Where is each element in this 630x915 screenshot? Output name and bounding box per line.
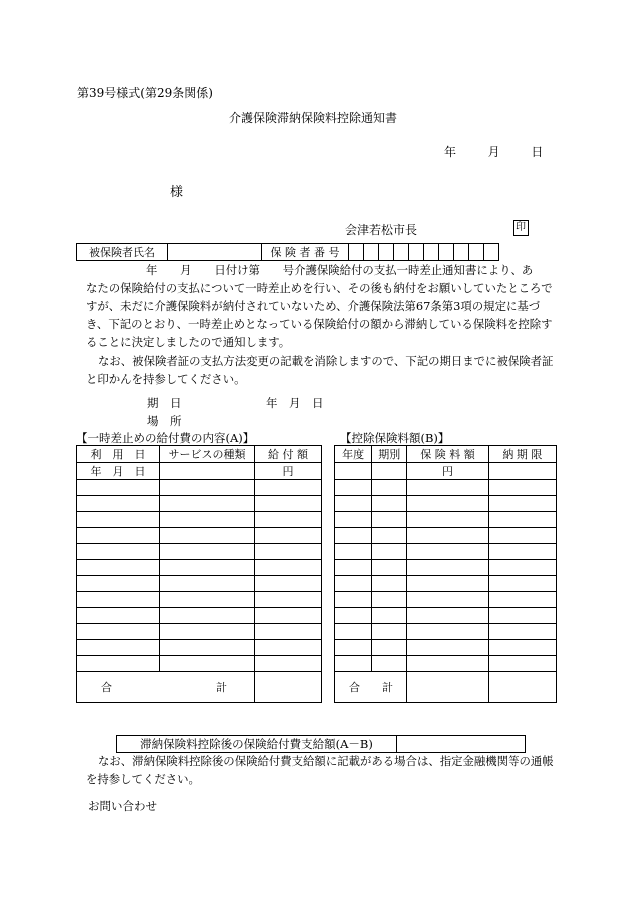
notice-paragraph-1-line-1: 年 月 日付け第 号介護保険給付の支払一時差止通知書により、あ — [146, 263, 534, 277]
table-cell[interactable] — [335, 608, 372, 624]
amount-unit: 円 — [407, 463, 488, 480]
table-cell[interactable] — [160, 608, 255, 624]
table-row — [335, 576, 557, 592]
suspended-benefit-table — [76, 445, 322, 703]
total-label-part-2: 計 — [382, 681, 393, 694]
table-row — [335, 640, 557, 656]
table-cell[interactable] — [488, 608, 556, 624]
notice-paragraph-1 — [86, 261, 554, 351]
table-cell[interactable] — [255, 560, 322, 576]
table-row — [335, 512, 557, 528]
table-cell[interactable] — [335, 463, 372, 480]
table-cell[interactable] — [160, 560, 255, 576]
table-cell[interactable] — [255, 544, 322, 560]
table-cell[interactable] — [77, 480, 160, 496]
table-cell[interactable] — [77, 512, 160, 528]
table-cell[interactable] — [160, 463, 255, 480]
table-row — [335, 496, 557, 512]
table-cell[interactable] — [255, 528, 322, 544]
table-b-total-row — [335, 672, 557, 703]
table-cell[interactable] — [488, 463, 556, 480]
table-cell[interactable] — [372, 608, 407, 624]
table-row — [77, 640, 322, 656]
table-cell[interactable] — [335, 544, 372, 560]
table-row — [335, 656, 557, 672]
table-cell[interactable] — [255, 656, 322, 672]
table-cell[interactable] — [160, 528, 255, 544]
table-cell[interactable] — [372, 512, 407, 528]
insured-number-digit[interactable] — [349, 244, 364, 261]
insured-number-digit[interactable] — [439, 244, 454, 261]
table-b-total-amount[interactable] — [407, 672, 488, 703]
insured-name-field[interactable] — [168, 244, 262, 261]
table-b-total-label — [335, 672, 407, 703]
table-row — [77, 592, 322, 608]
net-payment-label: 滞納保険料控除後の保険給付費支給額(A－B) — [117, 736, 397, 753]
table-cell[interactable] — [255, 576, 322, 592]
insured-number-digit[interactable] — [484, 244, 499, 261]
amount-unit: 円 — [255, 463, 322, 480]
table-a-total-row — [77, 672, 322, 703]
table-cell[interactable] — [407, 592, 488, 608]
table-cell[interactable] — [160, 544, 255, 560]
table-cell[interactable] — [255, 624, 322, 640]
table-cell[interactable] — [372, 576, 407, 592]
col-fiscal-year: 年度 — [335, 446, 372, 463]
insured-number-digit[interactable] — [469, 244, 484, 261]
table-a-total-amount[interactable] — [255, 672, 322, 703]
table-cell[interactable] — [77, 624, 160, 640]
table-row — [77, 512, 322, 528]
table-cell[interactable] — [77, 560, 160, 576]
footer-note: なお、滞納保険料控除後の保険給付費支給額に記載がある場合は、指定金融機関等の通帳を持参してください。 — [86, 754, 554, 786]
table-row — [335, 608, 557, 624]
table-cell[interactable] — [77, 544, 160, 560]
net-payment-table — [116, 735, 526, 753]
table-cell[interactable] — [488, 544, 556, 560]
table-cell[interactable] — [335, 640, 372, 656]
table-cell[interactable] — [160, 480, 255, 496]
table-cell[interactable] — [407, 496, 488, 512]
table-row — [335, 624, 557, 640]
table-cell[interactable] — [372, 480, 407, 496]
table-cell[interactable] — [372, 496, 407, 512]
table-cell[interactable] — [255, 640, 322, 656]
table-cell[interactable] — [407, 512, 488, 528]
table-cell[interactable] — [488, 592, 556, 608]
table-cell[interactable] — [488, 624, 556, 640]
table-a-heading: 【一時差止めの給付費の内容(A)】 — [76, 431, 255, 445]
table-cell[interactable] — [488, 640, 556, 656]
insured-number-digit[interactable] — [394, 244, 409, 261]
table-cell[interactable] — [488, 672, 556, 703]
col-period: 期別 — [372, 446, 407, 463]
table-row — [335, 560, 557, 576]
deducted-premium-table — [334, 445, 557, 703]
table-row — [335, 592, 557, 608]
table-cell[interactable] — [407, 656, 488, 672]
table-cell[interactable] — [160, 512, 255, 528]
table-row — [77, 576, 322, 592]
table-row — [77, 528, 322, 544]
form-number: 第39号様式(第29条関係) — [77, 86, 213, 100]
table-cell[interactable] — [160, 640, 255, 656]
table-row — [335, 528, 557, 544]
table-cell[interactable] — [160, 592, 255, 608]
table-cell[interactable] — [488, 512, 556, 528]
table-cell[interactable] — [372, 592, 407, 608]
issuer-name: 会津若松市長 — [345, 223, 418, 237]
insured-name-label: 被保険者氏名 — [77, 244, 168, 261]
table-cell[interactable] — [372, 528, 407, 544]
col-usage-date: 利 用 日 — [77, 446, 160, 463]
table-cell[interactable] — [77, 640, 160, 656]
table-cell[interactable] — [335, 624, 372, 640]
table-cell[interactable] — [372, 656, 407, 672]
table-cell[interactable] — [77, 608, 160, 624]
table-cell[interactable] — [488, 496, 556, 512]
table-cell[interactable] — [488, 528, 556, 544]
table-cell[interactable] — [255, 480, 322, 496]
table-cell[interactable] — [407, 576, 488, 592]
usage-date-format: 年 月 日 — [77, 463, 160, 480]
total-label-part-1: 合 — [349, 681, 360, 694]
document-title: 介護保険滞納保険料控除通知書 — [229, 111, 398, 125]
date-day: 日 — [531, 145, 544, 159]
table-cell[interactable] — [372, 640, 407, 656]
table-cell[interactable] — [335, 528, 372, 544]
insured-number-digit[interactable] — [379, 244, 394, 261]
table-row — [335, 544, 557, 560]
total-label-part-1: 合 — [101, 681, 112, 694]
table-cell[interactable] — [407, 528, 488, 544]
table-cell[interactable] — [407, 480, 488, 496]
table-row — [77, 560, 322, 576]
total-label-part-2: 計 — [216, 681, 227, 694]
table-cell[interactable] — [335, 496, 372, 512]
table-cell[interactable] — [407, 560, 488, 576]
date-month: 月 — [487, 145, 500, 159]
table-cell[interactable] — [407, 544, 488, 560]
table-row — [77, 656, 322, 672]
table-cell[interactable] — [335, 592, 372, 608]
table-cell[interactable] — [255, 496, 322, 512]
issue-date — [444, 143, 543, 160]
table-row — [77, 496, 322, 512]
table-cell[interactable] — [77, 496, 160, 512]
table-row — [77, 624, 322, 640]
table-cell[interactable] — [77, 592, 160, 608]
inquiry-label: お問い合わせ — [88, 799, 157, 813]
date-year: 年 — [444, 145, 457, 159]
notice-paragraph-1-rest: なたの保険給付の支払について一時差止めを行い、その後も納付をお願いしていたところですが、未だに介護保険料が納付されていないため、介護保険法第67条第3項の規定に基づき、下記のとおり、一時差止めとなっている保険給付の額から滞納している保険料を控除することに決定しましたので通知します。 — [86, 281, 553, 349]
table-cell[interactable] — [488, 480, 556, 496]
table-cell[interactable] — [488, 656, 556, 672]
table-cell[interactable] — [407, 624, 488, 640]
table-cell[interactable] — [160, 656, 255, 672]
seal-mark: 印 — [513, 220, 529, 236]
table-cell[interactable] — [77, 528, 160, 544]
insured-number-digit[interactable] — [409, 244, 424, 261]
place-label: 場 所 — [147, 414, 182, 428]
table-a-total-label — [77, 672, 255, 703]
table-cell[interactable] — [77, 576, 160, 592]
notice-paragraph-2: なお、被保険者証の支払方法変更の記載を消除しますので、下記の期日までに被保険者証と印かんを持参してください。 — [86, 354, 554, 386]
table-cell[interactable] — [255, 592, 322, 608]
table-row — [335, 480, 557, 496]
table-cell[interactable] — [407, 640, 488, 656]
deadline-label: 期 日 — [147, 396, 182, 410]
table-row — [77, 480, 322, 496]
table-cell[interactable] — [160, 576, 255, 592]
table-cell[interactable] — [335, 512, 372, 528]
table-cell[interactable] — [335, 480, 372, 496]
col-service-type: サービスの種類 — [160, 446, 255, 463]
addressee-suffix: 様 — [170, 185, 184, 200]
table-cell[interactable] — [77, 656, 160, 672]
table-cell[interactable] — [335, 656, 372, 672]
table-cell[interactable] — [488, 560, 556, 576]
col-benefit-amount: 給 付 額 — [255, 446, 322, 463]
insured-number-digit[interactable] — [424, 244, 439, 261]
table-cell[interactable] — [160, 496, 255, 512]
table-cell[interactable] — [255, 512, 322, 528]
table-cell[interactable] — [372, 560, 407, 576]
table-cell[interactable] — [372, 463, 407, 480]
table-cell[interactable] — [372, 544, 407, 560]
table-cell[interactable] — [372, 624, 407, 640]
table-cell[interactable] — [335, 560, 372, 576]
deadline-value: 年 月 日 — [266, 396, 324, 410]
insured-number-digit[interactable] — [364, 244, 379, 261]
insured-number-digit[interactable] — [454, 244, 469, 261]
table-cell[interactable] — [255, 608, 322, 624]
table-row — [77, 544, 322, 560]
table-b-heading: 【控除保険料額(B)】 — [340, 431, 450, 445]
insured-number-label: 保 険 者 番 号 — [262, 244, 349, 261]
col-premium-amount: 保 険 料 額 — [407, 446, 488, 463]
table-row — [77, 608, 322, 624]
col-due-date: 納 期 限 — [488, 446, 556, 463]
table-cell[interactable] — [160, 624, 255, 640]
net-payment-amount[interactable] — [397, 736, 526, 753]
table-cell[interactable] — [488, 576, 556, 592]
insured-info-table — [76, 243, 499, 261]
table-cell[interactable] — [335, 576, 372, 592]
table-cell[interactable] — [407, 608, 488, 624]
